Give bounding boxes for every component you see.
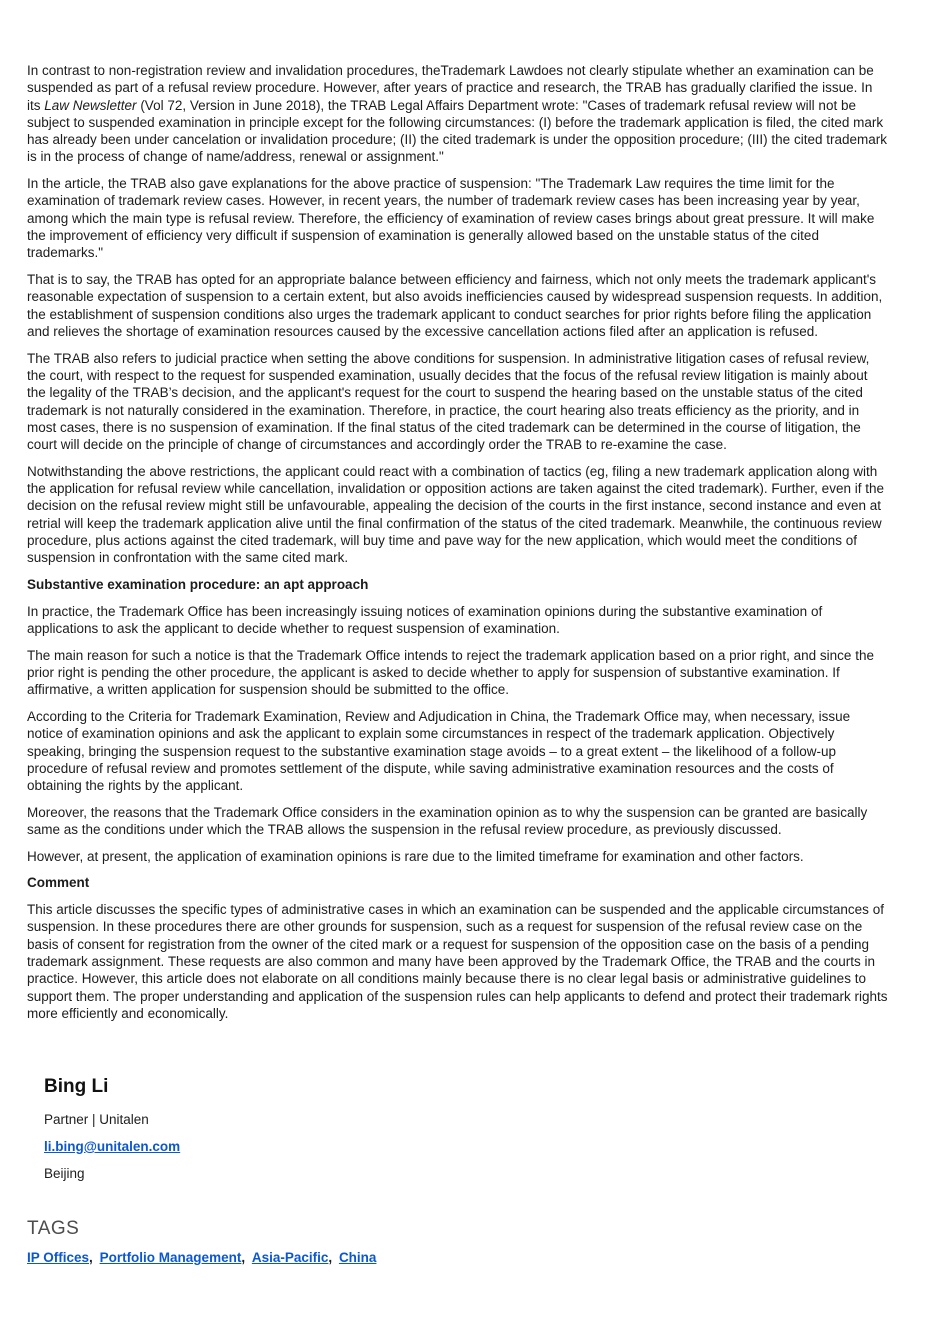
author-location: Beijing: [44, 1165, 85, 1181]
article-paragraph: In the article, the TRAB also gave explanations for the above practice of suspension: "The Trademark Law requires the time limit for the examination of trademark review cases. However, in recent years, the number of trademark review cases has been increasing year by year, among which the main type is refusal review. Therefore, the efficiency of examination of review cases brings about great pressure. It will make the improvement of efficiency very difficult if suspension of examination is generally allowed based on the unstable status of the cited trademarks.": [27, 176, 875, 261]
author-block: [44, 1076, 889, 1182]
article-paragraph: However, at present, the application of examination opinions is rare due to the limited timeframe for examination and other factors.: [27, 848, 804, 864]
tag-separator: ,: [328, 1249, 333, 1265]
article-paragraph: This article discusses the specific types of administrative cases in which an examination can be suspended and the applicable circumstances of suspension. In these procedures there are other grounds for suspension, such as a request for suspension of the refusal review case on the basis of consent for registration from the owner of the cited mark or a request for suspension of the opposition case on the basis of a pending trademark assignment. These requests are also common and many have been approved by the Trademark Office, the TRAB and the courts in practice. However, this article does not elaborate on all conditions mainly because there is no clear legal basis or administrative guidelines to support them. The proper understanding and application of the suspension rules can help applicants to defend and protect their trademark rights more efficiently and economically.: [27, 902, 888, 1021]
section-heading-substantive-examination: Substantive examination procedure: an apt approach: [27, 576, 369, 592]
article-paragraph: Notwithstanding the above restrictions, the applicant could react with a combination of tactics (eg, filing a new trademark application along with the application for refusal review while cancellation, invalidation or opposition actions are taken against the cited trademark). Further, even if the decision on the refusal review might still be unfavourable, appealing the decision of the courts in the first instance, second instance and even at retrial will keep the trademark application alive until the final confirmation of the status of the cited trademark. Meanwhile, the continuous review procedure, plus actions against the cited trademark, will buy time and pave way for the new application, which would meet the conditions of suspension in confrontation with the same cited mark.: [27, 463, 884, 566]
paragraph-text: (Vol 72, Version in June 2018), the TRAB Legal Affairs Department wrote: "Cases of trademark refusal review will not be subject to suspended examination in principle except for the following circumstances: (I) before the trademark application is filed, the cited mark has already been under cancelation or invalidation procedure; (II) the cited trademark is under the opposition procedure; (III) the cited trademark is in the process of change of name/address, renewal or assignment.": [27, 97, 887, 165]
article-paragraph: [27, 62, 889, 166]
section-heading-comment: Comment: [27, 875, 90, 891]
publication-name: Law Newsletter: [44, 97, 137, 113]
article-paragraph: The TRAB also refers to judicial practice when setting the above conditions for suspension. In administrative litigation cases of refusal review, the court, with respect to the request for suspended examination, usually decides that the focus of the refusal review litigation is mainly about the legality of the TRAB’s decision, and the applicant's request for the court to suspend the hearing based on the unstable status of the cited trademark is not naturally considered in the examination. Therefore, in practice, the court hearing also treats efficiency as the priority, and in most cases, there is no suspension of examination. If the final status of the cited trademark can be determined in the course of litigation, the court will decide on the principle of change of circumstances and accordingly order the TRAB to re-examine the case.: [27, 350, 870, 453]
author-role: Partner | Unitalen: [44, 1112, 149, 1128]
article-paragraph: In practice, the Trademark Office has been increasingly issuing notices of examination opinions during the substantive examination of applications to ask the applicant to decide whether to request suspension of examination.: [27, 603, 823, 636]
author-name: Bing Li: [44, 1076, 109, 1098]
tag-link-china[interactable]: China: [338, 1249, 377, 1265]
tag-link-asia-pacific[interactable]: Asia-Pacific: [251, 1249, 329, 1265]
article-paragraph: That is to say, the TRAB has opted for an appropriate balance between efficiency and fairness, which not only meets the trademark applicant's reasonable expectation of suspension to a certain extent, but also avoids inefficiencies caused by widespread suspension requests. In addition, the establishment of suspension conditions also urges the trademark applicant to conduct searches for prior rights before filing the application and relieves the shortage of examination resources caused by the excessive cancellation actions filed after an application is refused.: [27, 272, 883, 339]
tag-separator: ,: [89, 1249, 93, 1265]
article-paragraph: According to the Criteria for Trademark Examination, Review and Adjudication in China, the Trademark Office may, when necessary, issue notice of examination opinions and ask the applicant to explain some circumstances in respect of the trademark application. Objectively speaking, bringing the suspension request to the substantive examination stage avoids – to a great extent – the likelihood of a follow-up procedure of refusal review and promotes settlement of the dispute, while saving administrative examination resources and the costs of obtaining the rights by the applicant.: [27, 708, 851, 794]
tag-link-portfolio-management[interactable]: Portfolio Management: [99, 1249, 242, 1265]
article-paragraph: Moreover, the reasons that the Trademark Office considers in the examination opinion as to why the suspension can be granted are basically same as the conditions under which the TRAB allows the suspension in the refusal review procedure, as previously discussed.: [27, 804, 868, 838]
tag-separator: ,: [241, 1249, 246, 1265]
tag-link-ip-offices[interactable]: IP Offices: [27, 1249, 90, 1265]
tags-heading: TAGS: [27, 1217, 80, 1239]
article-paragraph: The main reason for such a notice is that the Trademark Office intends to reject the trademark application based on a prior right, and since the prior right is pending the other procedure, the applicant is asked to decide whether to apply for suspension of substantive examination. If affirmative, a written application for suspension should be submitted to the office.: [27, 647, 874, 698]
tags-list: [27, 1249, 889, 1266]
author-email-link[interactable]: li.bing@unitalen.com: [44, 1138, 181, 1154]
tags-section: [27, 1218, 889, 1266]
paragraph-text: In contrast to non-registration review and invalidation procedures, theTrademark Lawdoes not clearly stipulate whether an examination can be suspended as part of a refusal review procedure. However, after years of practice and research, the TRAB has gradually clarified the issue. In its: [27, 63, 874, 113]
